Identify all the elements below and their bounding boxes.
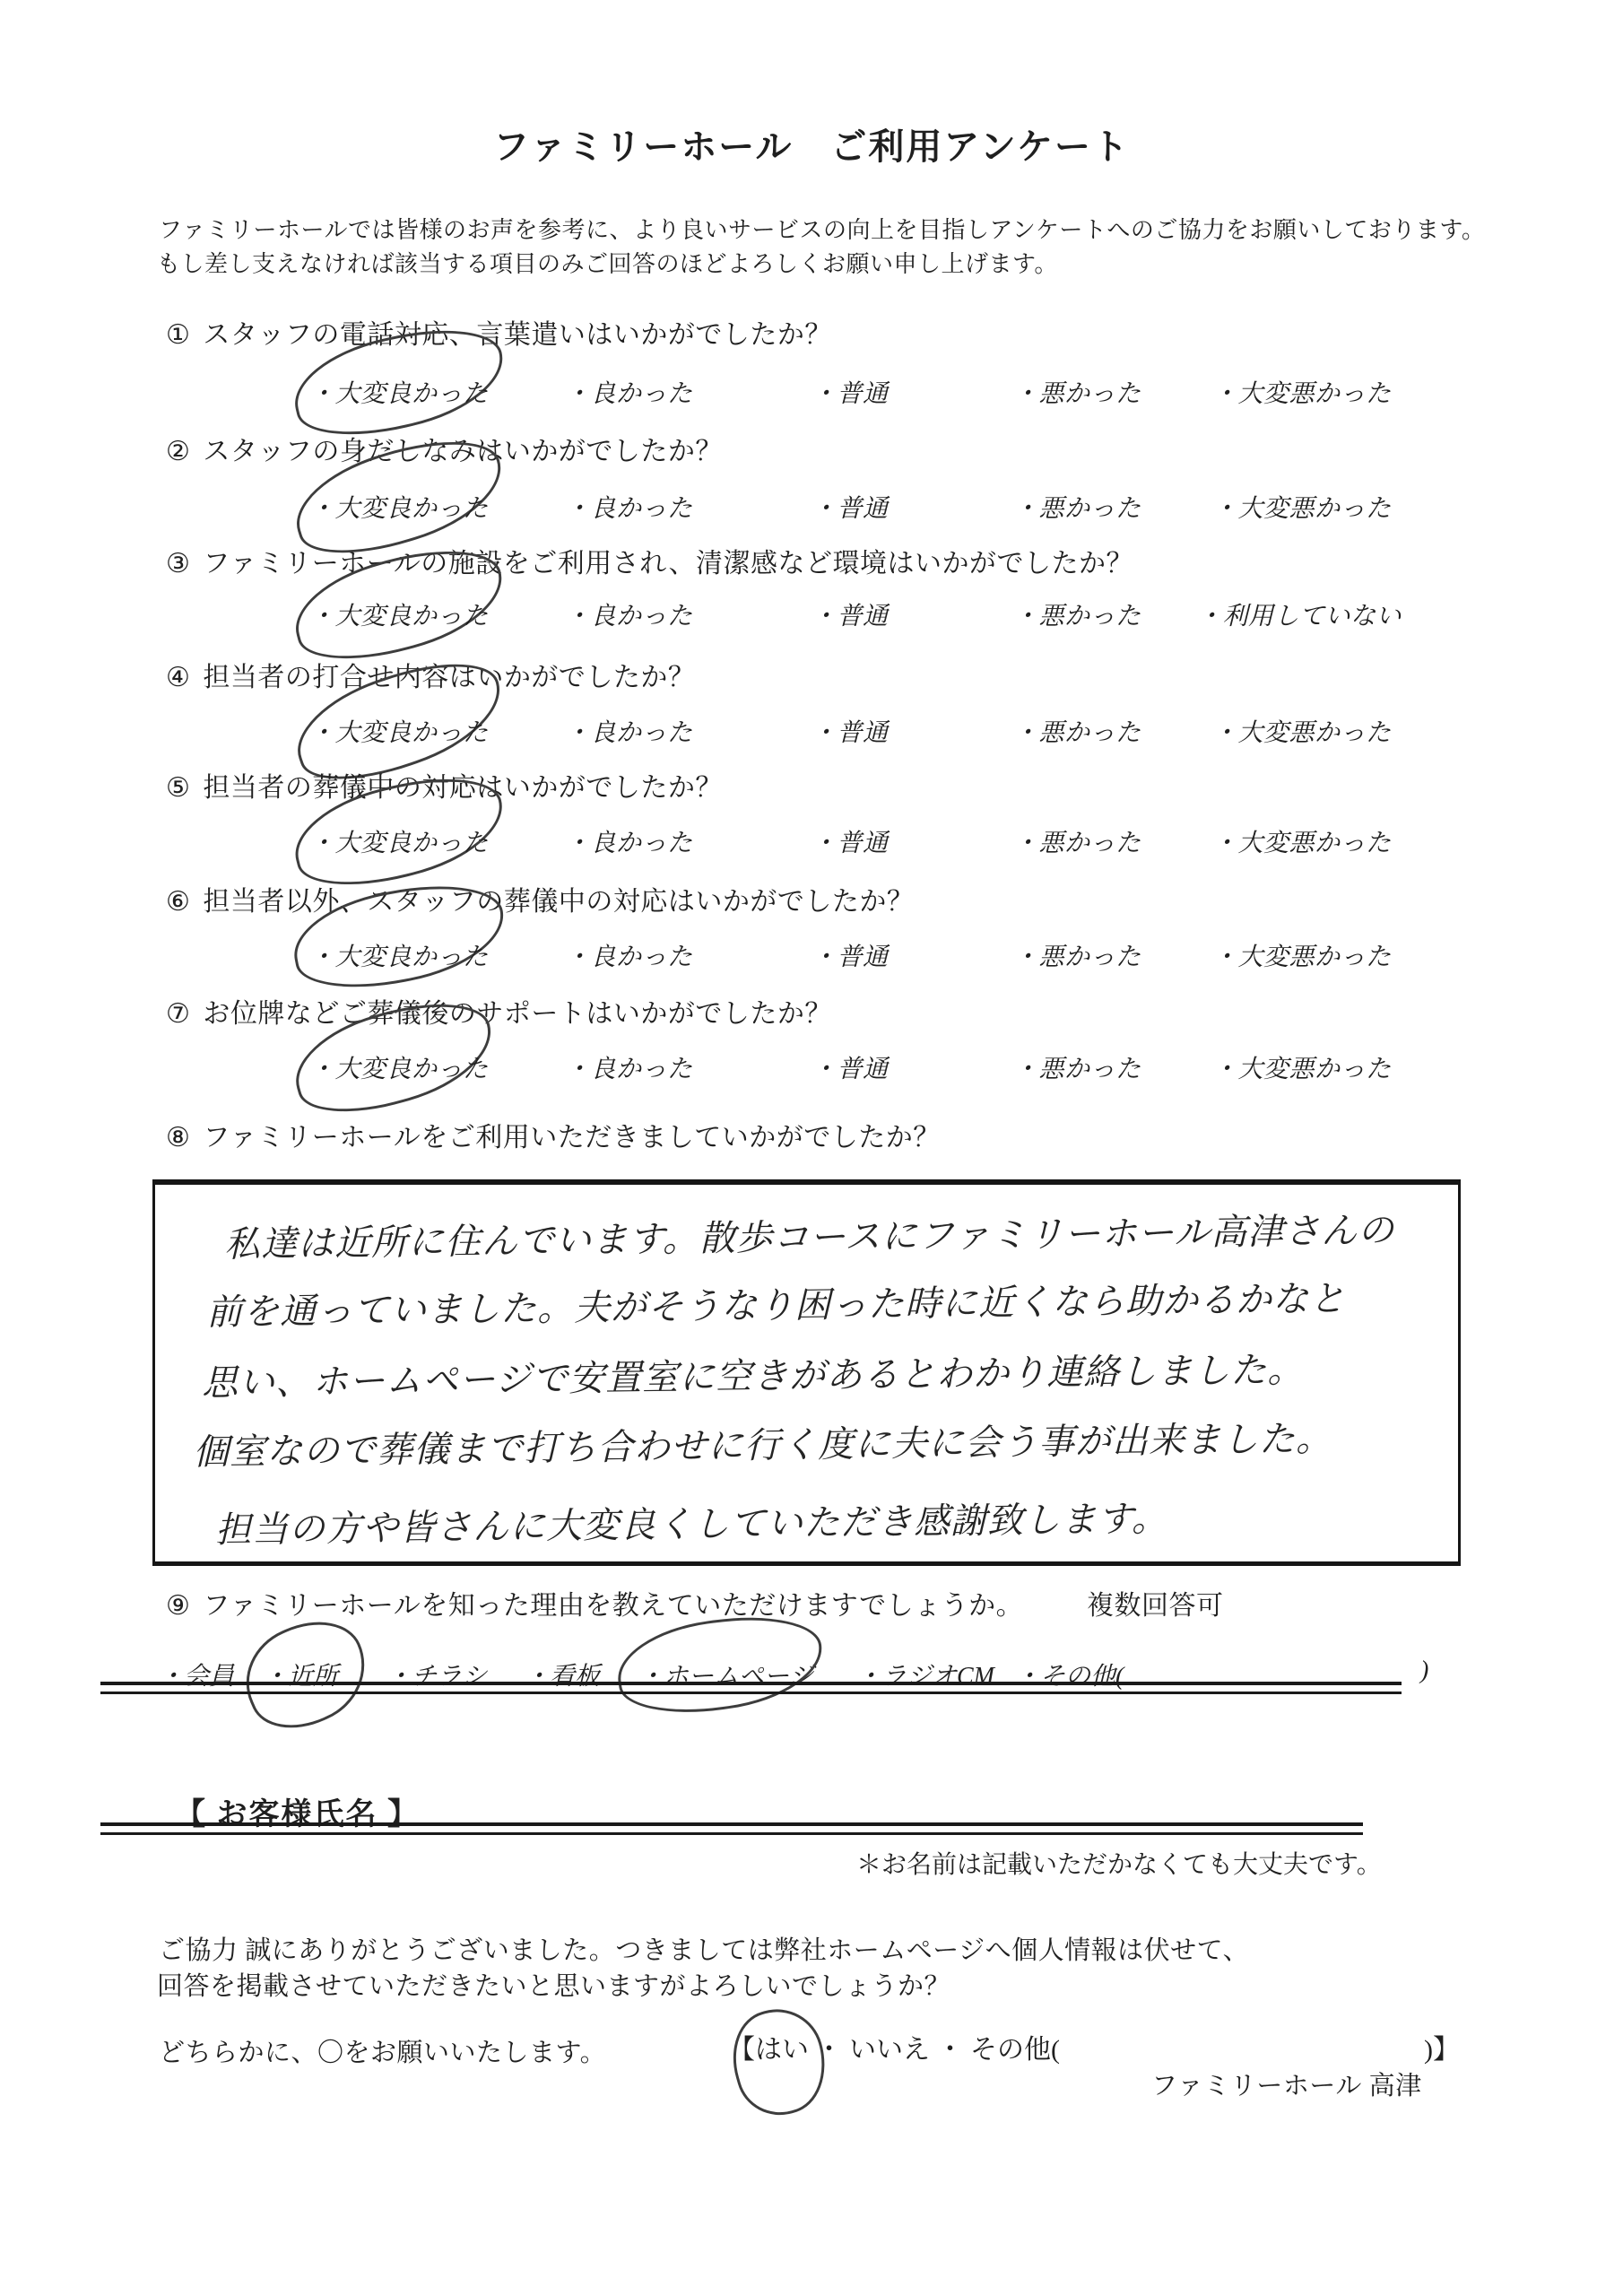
q5-option-good: ・良かった — [565, 830, 693, 857]
q6-option-very-good: ・大変良かった — [309, 944, 489, 971]
question-3-text: ファミリーホールの施設をご利用され、清潔感など環境はいかがでしたか？ — [203, 549, 1134, 578]
q7-option-good: ・良かった — [565, 1056, 693, 1083]
q9-option-radio-cm: ・ラジオCM — [856, 1663, 995, 1691]
q1-option-bad: ・悪かった — [1013, 380, 1141, 408]
q2-option-very-good: ・大変良かった — [309, 495, 489, 523]
q5-option-bad: ・悪かった — [1013, 830, 1141, 857]
question-4-text: 担当者の打合せ内容はいかがでしたか？ — [203, 663, 696, 692]
q3-option-bad: ・悪かった — [1013, 603, 1141, 631]
q4-option-normal: ・普通 — [812, 719, 889, 747]
q3-option-very-good: ・大変良かった — [309, 603, 489, 631]
q9-option-homepage: ・ホームページ — [638, 1663, 814, 1691]
q7-option-very-bad: ・大変悪かった — [1212, 1056, 1392, 1083]
question-7-text: お位牌などご葬儀後のサポートはいかがでしたか？ — [203, 999, 832, 1029]
question-3-number: ③ — [166, 549, 191, 578]
q3-option-normal: ・普通 — [812, 603, 889, 631]
q6-option-bad: ・悪かった — [1013, 944, 1141, 971]
question-9-number: ⑨ — [166, 1591, 191, 1621]
q9-option-flyer: ・チラシ — [386, 1663, 488, 1691]
handwritten-comment-line-2: 前を通っていました。夫がそうなり困った時に近くなら助かるかなと — [205, 1278, 1347, 1334]
question-1-text: スタッフの電話対応、言葉遣いはいかがでしたか？ — [203, 320, 832, 350]
publish-choices: 【はい ・ いいえ ・ その他( — [728, 2035, 1060, 2065]
question-7-options — [0, 1049, 1623, 1112]
handwritten-comment-line-3: 思い、ホームページで安置室に空きがあるとわかり連絡しました。 — [201, 1349, 1305, 1405]
q4-option-bad: ・悪かった — [1013, 719, 1141, 747]
q5-option-very-good: ・大変良かった — [309, 830, 489, 857]
q7-option-very-good: ・大変良かった — [309, 1056, 489, 1083]
q6-option-very-bad: ・大変悪かった — [1212, 944, 1392, 971]
customer-name-label: 【 お客様氏名 】 — [175, 1798, 420, 1831]
q2-option-good: ・良かった — [565, 495, 693, 523]
question-8-text: ファミリーホールをご利用いただきましていかがでしたか？ — [203, 1123, 941, 1152]
q2-option-very-bad: ・大変悪かった — [1212, 495, 1392, 523]
intro-line-1: ファミリーホールでは皆様のお声を参考に、より良いサービスの向上を目指しアンケートへのご協力をお願いしております。 — [159, 217, 1486, 243]
divider-under-q9 — [100, 1682, 1402, 1694]
q7-option-bad: ・悪かった — [1013, 1056, 1141, 1083]
q9-option-signboard: ・看板 — [525, 1663, 601, 1691]
circle-instruction: どちらかに、〇をお願いいたします。 — [159, 2039, 607, 2067]
handwritten-circle-yes — [721, 1998, 838, 2126]
q2-option-bad: ・悪かった — [1013, 495, 1141, 523]
question-1-number: ① — [166, 320, 191, 350]
q9-option-neighborhood: ・近所 — [263, 1663, 339, 1691]
page-title: ファミリーホール ご利用アンケート — [493, 126, 1130, 167]
question-8 — [166, 1115, 941, 1154]
q4-option-very-bad: ・大変悪かった — [1212, 719, 1392, 747]
q1-option-very-good: ・大変良かった — [309, 380, 489, 408]
q2-option-normal: ・普通 — [812, 495, 889, 523]
q1-option-very-bad: ・大変悪かった — [1212, 380, 1392, 408]
question-7 — [166, 991, 832, 1031]
q3-option-not-used: ・利用していない — [1197, 603, 1402, 631]
question-8-number: ⑧ — [166, 1123, 191, 1152]
q5-option-very-bad: ・大変悪かった — [1212, 830, 1392, 857]
q4-option-very-good: ・大変良かった — [309, 719, 489, 747]
q6-option-good: ・良かった — [565, 944, 693, 971]
question-9 — [166, 1583, 1023, 1622]
question-2-number: ② — [166, 437, 191, 466]
q4-option-good: ・良かった — [565, 719, 693, 747]
q1-option-normal: ・普通 — [812, 380, 889, 408]
question-5-text: 担当者の葬儀中の対応はいかがでしたか？ — [203, 773, 723, 803]
q9-option-member: ・会員 — [159, 1663, 235, 1691]
handwritten-comment-line-1: 私達は近所に住んでいます。散歩コースにファミリーホール高津さんの — [223, 1210, 1395, 1265]
thanks-line-1: ご協力 誠にありがとうございました。つきましては弊社ホームページへ個人情報は伏せて、 — [159, 1936, 1250, 1965]
q9-option-other-close-paren: ) — [1420, 1657, 1429, 1684]
question-5-options — [0, 823, 1623, 886]
handwritten-circle-neighborhood — [230, 1605, 383, 1745]
thanks-line-2: 回答を掲載させていただきたいと思いますがよろしいでしょうか？ — [157, 1972, 951, 2001]
question-5-number: ⑤ — [166, 773, 191, 803]
question-6-number: ⑥ — [166, 887, 191, 917]
q1-option-good: ・良かった — [565, 380, 693, 408]
publish-choices-close: )】 — [1424, 2035, 1460, 2065]
name-underline — [100, 1822, 1363, 1835]
question-7-number: ⑦ — [166, 999, 191, 1029]
question-3 — [166, 541, 1133, 580]
question-6-text: 担当者以外、スタッフの葬儀中の対応はいかがでしたか？ — [203, 887, 915, 917]
question-9-text: ファミリーホールを知った理由を教えていただけますでしょうか。 — [203, 1591, 1024, 1621]
q7-option-normal: ・普通 — [812, 1056, 889, 1083]
question-9-note: 複数回答可 — [1087, 1591, 1224, 1621]
question-1-options — [0, 374, 1623, 437]
handwritten-comment-line-4: 個室なので葬儀まで打ち合わせに行く度に夫に会う事が出来ました。 — [192, 1418, 1333, 1474]
name-optional-note: ＊お名前は記載いただかなくても大丈夫です。 — [856, 1851, 1382, 1879]
question-6 — [166, 879, 914, 918]
question-4-number: ④ — [166, 663, 191, 692]
q5-option-normal: ・普通 — [812, 830, 889, 857]
q6-option-normal: ・普通 — [812, 944, 889, 971]
question-3-options — [0, 596, 1623, 659]
intro-line-2: もし差し支えなければ該当する項目のみご回答のほどよろしくお願い申し上げます。 — [157, 251, 1058, 277]
handwritten-comment-line-5: 担当の方や皆さんに大変良くしていただき感謝致します。 — [214, 1498, 1169, 1552]
company-name: ファミリーホール 高津 — [1151, 2072, 1422, 2100]
q9-option-other: ・その他( — [1015, 1663, 1124, 1691]
question-2-text: スタッフの身だしなみはいかがでしたか？ — [203, 437, 723, 466]
q3-option-good: ・良かった — [565, 603, 693, 631]
